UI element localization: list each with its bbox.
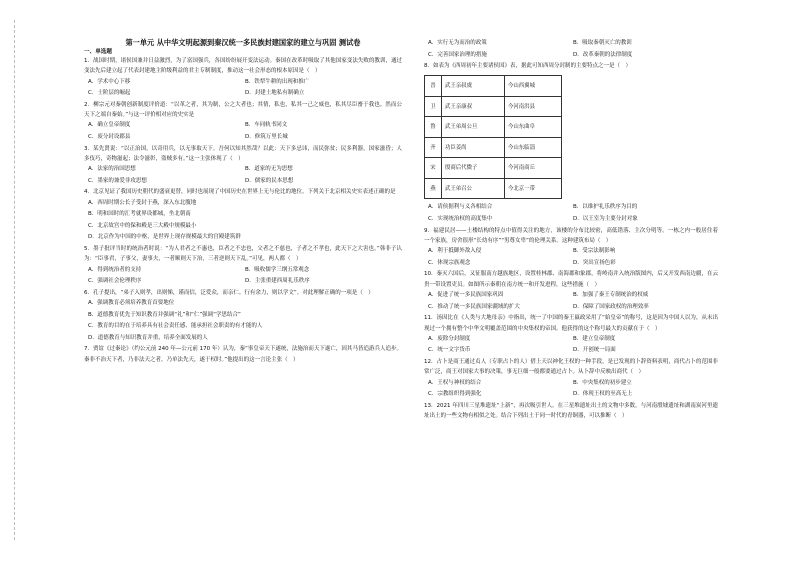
answer-option[interactable]: D．封建土地私有制确立 [245,90,305,97]
table-row [425,117,562,138]
answer-option[interactable]: C．墨家的兼爱非攻思想 [88,177,147,184]
answer-option[interactable]: B．车同轨书同文 [245,122,288,129]
answer-option[interactable]: A．得到统治者的支持 [88,266,142,273]
option-group [84,298,402,344]
answer-option[interactable]: B．受宗法制影响 [573,248,616,255]
state-cell: 齐 [425,137,442,158]
right-column [424,38,718,553]
answer-option[interactable]: C．体现宗族观念 [428,259,471,266]
option-group [424,290,718,313]
question-stem: 1．战国时期，诸侯国兼并日益激烈，为了富国强兵，各国纷纷展开变法运动。秦国在改革时吸取了其他国家变法失败的教训，通过变法先后建立起了代表封建地主阶级利益的君主专制制度，推动这一社会形态的根本原因是（ ） [84,58,402,75]
answer-option[interactable]: D．以王室为主要分封对象 [573,216,638,223]
answer-option[interactable]: A．利于抵御外敌入侵 [428,248,482,255]
question-stem: 5．墨子批评当时的统治者时说：“为人君者之不惠也，臣者之不忠也，父者之不慈也，子者之不孝也，此天下之大害也。”韩非子认为：“臣事君，子事父，妻事夫，一者顺则天下治，三者逆则天下乱。”可见，两人都（ ） [84,246,402,263]
answer-option[interactable]: D．修筑万里长城 [245,133,288,140]
answer-option[interactable]: B．明和国时的汇考就界设都城，坐北朝南 [88,211,191,218]
question-stem: 2．柳宗元对秦朝创新制度评价道：“以革之者，其为制，公之大者也；其情，私也，私其一己之威也，私其尽臣畜于我也。然而公天下之端自秦始。”与这一评价相对应的史实是 [84,101,402,119]
question-stem: 6．孔子提出，“弟子入则孝，出则悌，谨而信，泛爱众，而亲仁。行有余力，则以学文”。对此理解正确的一项是（ ） [84,289,374,296]
answer-option[interactable]: A．请侯据利与义各相结合 [428,204,493,211]
answer-option[interactable]: D．突出宣扬色彩 [573,259,616,266]
option-group [424,334,718,357]
answer-option[interactable]: A．法家的治国思想 [88,166,136,173]
place-cell: 今山东临淄 [505,137,562,158]
option-group [424,378,718,401]
answer-option[interactable]: D．儒家的民本思想 [245,177,294,184]
table-row [425,137,562,158]
q7-options [424,38,718,61]
answer-option[interactable]: A．实行无为而治的政策 [428,40,487,46]
exam-title: 第一单元 从中华文明起源到秦汉统一多民族封建国家的建立与巩固 测试卷 [125,38,361,47]
answer-option[interactable]: C．推动了统一多民族国家疆域的扩大 [428,303,520,310]
answer-option[interactable]: D．保障了国家政权的治理效率 [573,303,649,310]
answer-option[interactable]: C．实现统治权的高度集中 [428,216,493,223]
right-question-list [424,226,718,422]
place-cell: 今山东曲阜 [505,117,562,138]
answer-option[interactable]: D．主张重建西周礼乐秩序 [245,278,310,285]
answer-option[interactable]: C．北京故宫中的保和殿是三大殿中规模最小 [88,222,197,229]
answer-option[interactable]: D．开创统一局面 [573,347,616,354]
left-question-list [84,56,402,365]
answer-option[interactable]: C．统一文字货币 [428,347,471,354]
answer-option[interactable]: A．废除分封制度 [428,335,471,342]
answer-option[interactable]: B．以维护礼乐秩序为目的 [573,204,638,211]
answer-option[interactable]: A．强调教育必须培养教育首要地位 [88,300,175,307]
binding-line [14,20,16,540]
answer-option[interactable]: C．宗教组织得到强化 [428,391,482,398]
holder-cell: 武王弟召公 [442,178,505,199]
answer-option[interactable]: B．中央集权的初步建立 [573,379,632,386]
question-stem: 9．福建民居——土楼结构的特点中值得关注的地方，该楼的分布比较密，高低错落、主次分明等。一栋之内一般居住着一个家族，房舍很形“长幼有序”“男尊女卑”的伦理关系。这种建筑布局（ ） [424,227,718,244]
state-cell: 卫 [425,96,442,117]
question-stem: 7．贾谊《过秦论》（约公元前 240 年—公元前 170 年）认为，秦“事皇帝天下遂统，法施治而天下遂亡，因其马皆追游兵人追步。秦非不治天下者，乃非法天之者，乃单法先天，遂于权时。”他提出的这一言论主张（ ） [84,346,402,363]
option-group [424,246,718,269]
answer-option[interactable]: B．铁犁牛耕的出现和推广 [245,78,310,85]
question-stem: 4．北京见证了我国历史朝代的盛衰更替，同时也展现了中国历史在世界上无与伦比的地位。下列关于北京相关史实表述正确的是 [84,189,396,196]
answer-option[interactable]: A．确立皇帝制度 [88,122,131,129]
option-group [84,77,402,100]
answer-option[interactable]: B．吸收儒学三纲五常观念 [245,266,310,273]
answer-option[interactable]: D．北京作为中国的中枢，是世界上现存规模最大的宫殿建筑群 [88,234,241,241]
answer-option[interactable]: B．建立皇帝制度 [573,335,616,342]
option-group [84,265,402,288]
place-cell: 今河南商丘 [505,158,562,179]
answer-option[interactable]: D．体现王权的至高无上 [573,391,633,398]
place-cell: 今北京一带 [505,178,562,199]
question-stem: 10．秦灭六国后，又征服南方越族地区，设置桂林郡、南海郡和象郡，将岭南并入统治版图内，后又开发西南边疆，在云贵一带设置吏员。如图所示秦朝在南方统一和开发进程，这些措施（ ） [424,271,718,288]
state-cell: 燕 [425,178,442,199]
table-row [425,76,562,97]
holder-cell: 武王亲叔虞 [442,76,505,97]
answer-option[interactable]: A．学术中心下移 [88,78,131,85]
fief-table [424,75,562,199]
holder-cell: 武王弟周公旦 [442,117,505,138]
table-row [425,178,562,199]
place-cell: 今河南洪县 [505,96,562,117]
answer-option[interactable]: B．加强了秦王专制统治的权威 [573,292,649,299]
q8-options [424,202,718,225]
answer-option[interactable]: C．废分封设郡县 [88,133,131,140]
holder-cell: 功臣姜尚 [442,137,505,158]
answer-option[interactable]: A．王权与神权的结合 [428,379,482,386]
state-cell: 鲁 [425,117,442,138]
question-stem: 12．占卜是商王通过贞人（专职占卜的人）借上天以神化王权的一种手段，是已发现的卜辞资料表明，商代占卜的范围非常广泛，商王对国家大事的决策，事无巨细一般都要通过占卜。从卜辞中反映出商代（ ） [424,359,718,376]
answer-option[interactable]: A．促进了统一多民族国家巩固 [428,292,504,299]
question-stem: 3．某先贤说：“以正治国，以奇用兵，以无事取天下。吾何以知其然哉？以此：天下多忌讳，而民弥贫；民多利器，国家滋昏；人多伎巧，奇物滋起；法令滋彰，盗贼多有。”这一主张体现了（ ） [84,145,402,162]
option-group [84,198,402,244]
holder-cell: 武王亲康叔 [442,96,505,117]
answer-option[interactable]: D．改革秦朝的法律制度 [573,51,633,58]
state-cell: 晋 [425,76,442,97]
answer-option[interactable]: C．士阶层的崛起 [88,90,131,97]
answer-option[interactable]: A．西周时期公长子受封于燕，深入东北腹地 [88,199,197,206]
left-column [84,38,402,553]
answer-option[interactable]: C．完善国家治理的措施 [428,51,487,58]
table-row [425,96,562,117]
answer-option[interactable]: C．强调社会伦理秩序 [88,278,142,285]
state-cell: 宋 [425,158,442,179]
q8-stem: 8．如表为《西周初年主要诸侯国》表，据此可知西周分封制的主要特点之一是（ ） [424,63,632,70]
option-group [84,120,402,143]
question-stem: 13．2021 年四川三星堆遗址“上新”，再次吸引世人。在三星堆遗址出土的文物中多数，与河南殷墟遗址和湖南炭河里遗址出土的一些文物有相似之处。结合下列出土于同一时代的青铜器，可以推断（ ） [424,402,718,420]
option-group [84,164,402,187]
answer-option[interactable]: B．吸取秦朝灭亡的教训 [573,40,632,46]
question-stem: 11．汤因比在《人类与大地母亲》中指出，统一了中国的秦王嬴政采用了“始皇帝”的称号，这是因为中国人以为，从未出现过一个拥有整个中华文明覆盖范围的中央集权的帝国。他获得的这个称号最大的贡献在于（ ） [424,315,718,332]
holder-cell: 殷商后代微子 [442,158,505,179]
answer-option[interactable]: B．道德教育优先于知识教育并强调“礼”和“仁”强调“学思结合” [88,311,241,318]
answer-option[interactable]: C．教育的目的在于培养具有社会责任感、能承担社会职责的有才能的人 [88,323,263,330]
place-cell: 今山西翼城 [505,76,562,97]
table-row [425,158,562,179]
answer-option[interactable]: D．道德教育与知识教育并重，培养全面发展的人 [88,334,208,341]
answer-option[interactable]: B．道家的无为思想 [245,166,293,173]
section-heading: 一、单选题 [84,49,112,55]
